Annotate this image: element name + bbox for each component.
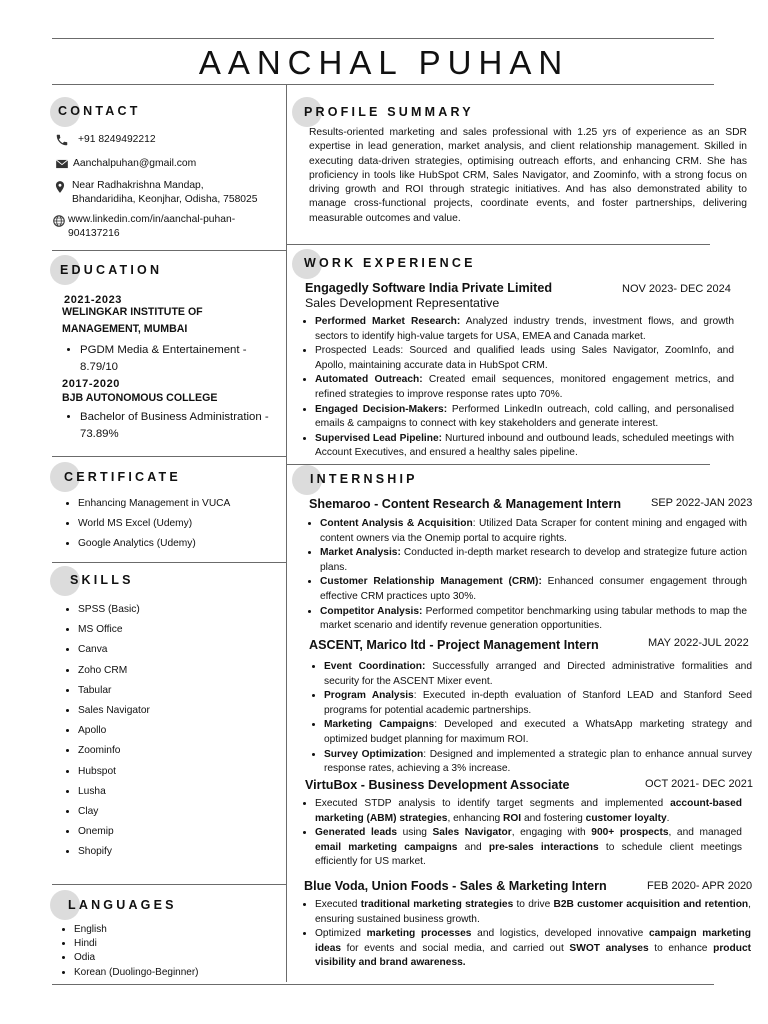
- work-company: Engagedly Software India Private Limited: [305, 281, 553, 295]
- rule-edu-cert: [52, 456, 286, 457]
- institute-line-1: WELINGKAR INSTITUTE OF: [62, 306, 203, 318]
- internship-title: Shemaroo - Content Research & Management Intern: [309, 497, 622, 511]
- list-item: • Survey Optimization: Designed and implemented a strategic plan to enhance annual survey response rates, achieving a 3% increase.: [324, 748, 752, 777]
- languages-list: [62, 923, 278, 980]
- section-title-profile: PROFILE SUMMARY: [304, 105, 474, 119]
- internship-dates: SEP 2022-JAN 2023: [651, 497, 753, 509]
- list-item: • World MS Excel (Udemy): [78, 514, 280, 534]
- internship-title: Blue Voda, Union Foods - Sales & Marketing Intern: [304, 879, 607, 893]
- internship-dates: OCT 2021- DEC 2021: [645, 778, 754, 790]
- list-item: • Engaged Decision-Makers: Performed LinkedIn outreach, cold calling, and personalised emails & campaigns to connect with key stakeholders and generate interest.: [315, 403, 734, 432]
- list-item: • Lusha: [78, 782, 280, 802]
- internship-bullets: [307, 517, 747, 634]
- section-title-languages: LANGUAGES: [68, 898, 177, 912]
- list-item: • Executed traditional marketing strategies to drive B2B customer acquisition and retention, ensuring sustained business growth.: [315, 898, 751, 927]
- list-item: • SPSS (Basic): [78, 600, 280, 620]
- rule-skills-lang: [52, 884, 286, 885]
- top-rule: [52, 38, 714, 39]
- list-item: • Onemip: [78, 822, 280, 842]
- list-item: • Sales Navigator: [78, 701, 280, 721]
- internship-bullets: [302, 797, 742, 870]
- section-title-contact: CONTACT: [58, 104, 141, 118]
- internship-dates: FEB 2020- APR 2020: [647, 880, 753, 892]
- list-item: • Apollo: [78, 721, 280, 741]
- bottom-rule: [52, 984, 714, 985]
- contact-address: [72, 179, 258, 208]
- section-title-education: EDUCATION: [60, 263, 163, 277]
- rule-work-intern: [286, 464, 710, 465]
- internship-title: ASCENT, Marico ltd - Project Management Intern: [309, 638, 599, 652]
- candidate-name: AANCHAL PUHAN: [198, 44, 570, 81]
- header-rule: [52, 84, 714, 85]
- institute-line-1: BJB AUTONOMOUS COLLEGE: [62, 392, 218, 404]
- list-item: • Google Analytics (Udemy): [78, 534, 280, 554]
- contact-email[interactable]: Aanchalpuhan@gmail.com: [73, 158, 197, 169]
- list-item: • Market Analysis: Conducted in-depth market research to develop and strategize future action plans.: [320, 546, 747, 575]
- list-item: • Program Analysis: Executed in-depth evaluation of Stanford LEAD and Stanford Seed programs for potential academic partnerships.: [324, 689, 752, 718]
- list-item: • Hindi: [74, 937, 278, 951]
- list-item: • Zoho CRM: [78, 661, 280, 681]
- section-title-certificate: CERTIFICATE: [64, 470, 181, 484]
- list-item: • Event Coordination: Successfully arranged and Directed administrative formalities and security for the ASCENT Mixer event.: [324, 660, 752, 689]
- list-item: • MS Office: [78, 620, 280, 640]
- internship-dates: MAY 2022-JUL 2022: [648, 637, 749, 649]
- list-item: • Prospected Leads: Sourced and qualified leads using Sales Navigator, ZoomInfo, and Apollo, maintaining accurate data in HubSpot CRM.: [315, 344, 734, 373]
- section-title-skills: SKILLS: [70, 573, 134, 587]
- list-item: • Performed Market Research: Analyzed industry trends, investment flows, and growth sectors to identify high-value targets for USA, EMEA and Canada market.: [315, 315, 734, 344]
- certificate-list: [64, 494, 280, 554]
- list-item: • Generated leads using Sales Navigator, engaging with 900+ prospects, and managed email marketing campaigns and pre-sales interactions to schedule client meetings efficiently for US market.: [315, 826, 742, 870]
- list-item: • Hubspot: [78, 762, 280, 782]
- work-dates: NOV 2023- DEC 2024: [622, 283, 731, 295]
- list-item: • Clay: [78, 802, 280, 822]
- address-line-1: Near Radhakrishna Mandap,: [72, 180, 204, 191]
- address-line-2: Bhandaridiha, Keonjhar, Odisha, 758025: [72, 194, 258, 206]
- education-institute: [62, 304, 203, 338]
- list-item: • Tabular: [78, 681, 280, 701]
- list-item: • Automated Outreach: Created email sequences, monitored engagement metrics, and refined strategies to improve response rates upto 70%.: [315, 373, 734, 402]
- list-item: • Supervised Lead Pipeline: Nurtured inbound and outbound leads, scheduled meetings with Account Executives, and ensured a healthy sales pipeline.: [315, 432, 734, 461]
- list-item: • Optimized marketing processes and logistics, developed innovative campaign marketing ideas for events and social media, and carried out SWOT analyses to enhance product visibility and brand awareness.: [315, 927, 751, 971]
- list-item: • English: [74, 923, 278, 937]
- list-item: • Canva: [78, 640, 280, 660]
- work-role: Sales Development Representative: [305, 296, 500, 310]
- linkedin-line-2: 904137216: [68, 228, 120, 240]
- rule-cert-skills: [52, 562, 286, 563]
- institute-line-2: MANAGEMENT, MUMBAI: [62, 323, 188, 335]
- rule-profile-work: [286, 244, 710, 245]
- profile-summary: Results-oriented marketing and sales professional with 1.25 yrs of experience as an SDR expertise in lead generation, market analysis, and client relationship management. Skilled in executing data-driven strategies, optimising outreach efforts, and enhancing CRM. She has proficiency in tools like HubSpot CRM, Sales Navigator, and Zoominfo, with a strong focus on driving growth and ROI through strategic initiatives. And has also demonstrated ability to manage cross-functional projects, coordinate events, and foster partnerships, delivering measurable outcomes and value.: [309, 127, 747, 224]
- skills-list: [64, 600, 280, 863]
- education-detail-item: • Bachelor of Business Administration - 73.89%: [80, 409, 282, 443]
- internship-bullets: [302, 898, 751, 971]
- section-title-work: WORK EXPERIENCE: [304, 256, 476, 270]
- list-item: • Enhancing Management in VUCA: [78, 494, 280, 514]
- education-years: 2017-2020: [62, 378, 121, 390]
- education-detail: [66, 409, 282, 443]
- contact-phone[interactable]: +91 8249492212: [78, 134, 156, 145]
- linkedin-line-1: www.linkedin.com/in/aanchal-puhan-: [68, 214, 236, 225]
- phone-icon: [55, 133, 69, 147]
- column-divider: [286, 84, 287, 982]
- internship-title: VirtuBox - Business Development Associate: [305, 778, 570, 792]
- work-bullets: [302, 315, 734, 461]
- list-item: • Executed STDP analysis to identify target segments and implemented account-based marketing (ABM) strategies, enhancing ROI and fostering customer loyalty.: [315, 797, 742, 826]
- list-item: • Odia: [74, 951, 278, 965]
- location-pin-icon: [53, 180, 67, 194]
- list-item: • Zoominfo: [78, 741, 280, 761]
- globe-icon: [52, 214, 66, 228]
- list-item: • Customer Relationship Management (CRM): Enhanced consumer engagement through effective CRM practices upto 30%.: [320, 575, 747, 604]
- list-item: • Competitor Analysis: Performed competitor benchmarking using tabular methods to map the market scenario and identify revenue generation opportunities.: [320, 605, 747, 634]
- list-item: • Content Analysis & Acquisition: Utilized Data Scraper for content mining and engaged with content owners via the Onemip portal to acquire rights.: [320, 517, 747, 546]
- education-detail-item: • PGDM Media & Entertainement - 8.79/10: [80, 342, 282, 376]
- list-item: • Shopify: [78, 842, 280, 862]
- mail-icon: [55, 157, 69, 171]
- education-years: 2021-2023: [64, 294, 123, 306]
- list-item: • Marketing Campaigns: Developed and executed a WhatsApp marketing strategy and optimized budget planning for maximum ROI.: [324, 718, 752, 747]
- education-detail: [66, 342, 282, 376]
- contact-linkedin[interactable]: [68, 213, 235, 242]
- section-title-internship: INTERNSHIP: [310, 472, 418, 486]
- list-item: • Korean (Duolingo-Beginner): [74, 966, 278, 980]
- internship-bullets: [311, 660, 752, 777]
- rule-contact-edu: [52, 250, 286, 251]
- education-institute: [62, 390, 217, 407]
